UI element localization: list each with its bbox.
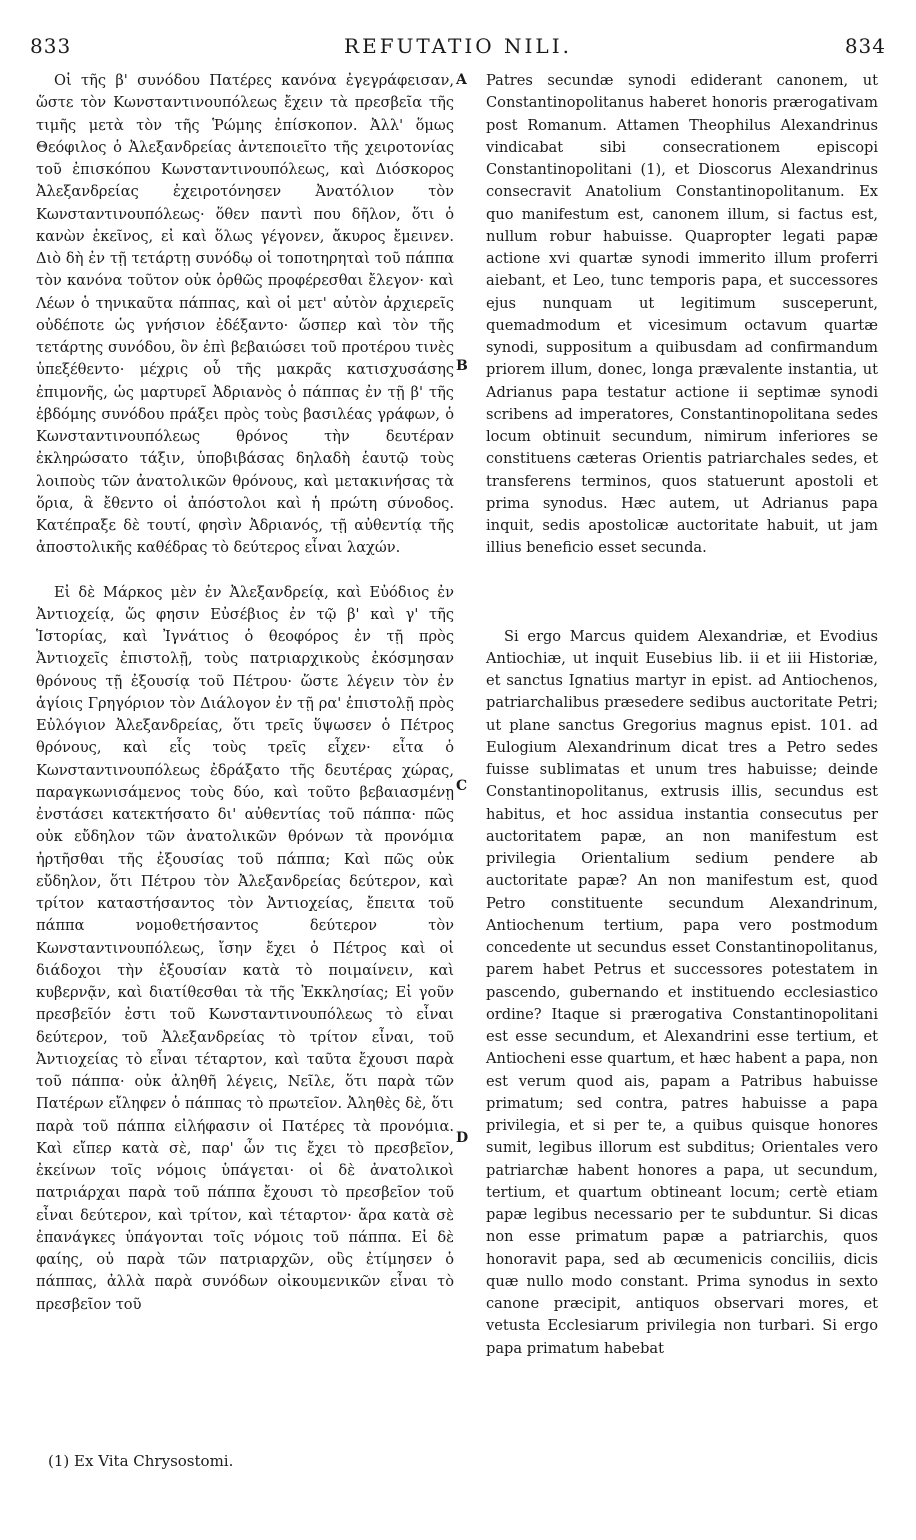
page-number-right: 834 bbox=[844, 34, 886, 58]
greek-paragraph-2: Εἰ δὲ Μάρκος μὲν ἐν Ἀλεξανδρείᾳ, καὶ Εὐόδιος ἐν Ἀντιοχείᾳ, ὥς φησιν Εὐσέβιος ἐν τῷ β' καὶ γ' τῆς Ἱστορίας, καὶ Ἰγνάτιος ὁ θεοφόρος ἐν τῇ πρὸς Ἀντιοχεῖς ἐπιστολῇ, τοὺς πατριαρχικοὺς ἐκόσμησαν θρόνους τῇ ἐξουσίᾳ τοῦ Πέτρου· ὥστε λέγειν τὸν ἐν ἁγίοις Γρηγόριον τὸν Διάλογον ἐν τῇ ρα' ἐπιστολῇ πρὸς Εὐλόγιον Ἀλεξανδρείας, ὅτι τρεῖς ὕψωσεν ὁ Πέτρος θρόνους, καὶ εἷς τοὺς τρεῖς εἶχεν· εἶτα ὁ Κωνσταντινουπόλεως ἐδράξατο τῆς δευτέρας χώρας, παραγκωνισάμενος τοὺς δύο, καὶ τοῦτο βεβαιασμένῃ ἐνστάσει κατεκτήσατο δι' αὐθεντίας τοῦ πάππα· πῶς οὐκ εὔδηλον τῶν ἀνατολικῶν θρόνων τὰ προνόμια ἠρτῆσθαι τῆς ἐξουσίας τοῦ πάππα; Καὶ πῶς οὐκ εὔδηλον, ὅτι Πέτρου τὸν Ἀλεξανδρείας δεύτερον, καὶ τρίτον καταστήσαντος τὸν Ἀντιοχείας, ἔπειτα τοῦ πάππα νομοθετήσαντος δεύτερον τὸν Κωνσταντινουπόλεως, ἴσην ἔχει ὁ Πέτρος καὶ οἱ διάδοχοι τὴν ἐξουσίαν κατὰ τὸ ποιμαίνειν, καὶ κυβερνᾷν, καὶ διατίθεσθαι τὰ τῆς Ἐκκλησίας; Εἰ γοῦν πρεσβεῖόν ἐστι τοῦ Κωνσταντινουπόλεως τὸ εἶναι δεύτερον, τοῦ Ἀλεξανδρείας τὸ τρίτον εἶναι, τοῦ Ἀντιοχείας τὸ εἶναι τέταρτον, καὶ ταῦτα ἔχουσι παρὰ τοῦ πάππα· οὐκ ἀληθῆ λέγεις, Νεῖλε, ὅτι παρὰ τῶν Πατέρων εἴληφεν ὁ πάππας τὸ πρωτεῖον. Ἀληθὲς δὲ, ὅτι παρὰ τοῦ πάππα εἰλήφασιν οἱ Πατέρες τὰ προνόμια. Καὶ εἴπερ κατὰ σὲ, παρ' ὧν τις ἔχει τὸ πρεσβεῖον, ἐκείνων τοῖς νόμοις ὑπάγεται· οἱ δὲ ἀνατολικοὶ πατριάρχαι παρὰ τοῦ πάππα ἔχουσι τὸ πρεσβεῖον τοῦ εἶναι δεύτερον, καὶ τρίτον, καὶ τέταρτον· ἄρα κατὰ σὲ ἐπανάγκες ὑπάγονται τοῖς νόμοις τοῦ πάππα. Εἰ δὲ φαίης, οὐ παρὰ τῶν πατριαρχῶν, οὓς ἐτίμησεν ὁ πάππας, ἀλλὰ παρὰ συνόδων οἰκουμενικῶν εἶναι τὸ πρεσβεῖον τοῦ bbox=[36, 583, 454, 1313]
page-header bbox=[30, 34, 886, 58]
greek-paragraph-1: Οἱ τῆς β' συνόδου Πατέρες κανόνα ἐγεγράφεισαν, ὥστε τὸν Κωνσταντινουπόλεως ἔχειν τὰ πρεσβεῖα τῆς τιμῆς μετὰ τὸν τῆς Ῥώμης ἐπίσκοπον. Ἀλλ' ὅμως Θεόφιλος ὁ Ἀλεξανδρείας ἀντεποιεῖτο τῆς χειροτονίας τοῦ ἐπισκόπου Κωνσταντινουπόλεως, καὶ Διόσκορος Ἀλεξανδρείας ἐχειροτόνησεν Ἀνατόλιον τὸν Κωνσταντινουπόλεως· ὅθεν παντὶ που δῆλον, ὅτι ὁ κανὼν ἐκεῖνος, εἰ καὶ ὅλως γέγονεν, ἄκυρος ἔμεινεν. Διὸ δὴ ἐν τῇ τετάρτῃ συνόδῳ οἱ τοποτηρηταὶ τοῦ πάππα τὸν κανόνα τοῦτον οὐκ ὀρθῶς προφέρεσθαι ἔλεγον· καὶ Λέων ὁ τηνικαῦτα πάππας, καὶ οἱ μετ' αὐτὸν ἀρχιερεῖς οὐδέποτε ὡς γνήσιον ἐδέξαντο· ὥσπερ καὶ τὸν τῆς τετάρτης συνόδου, ὃν ἐπὶ βεβαιώσει τοῦ προτέρου τινὲς ὑπεξέθεντο· μέχρις οὗ τῆς μακρᾶς κατισχυσάσης ἐπιμονῆς, ὡς μαρτυρεῖ Ἀδριανὸς ὁ πάππας ἐν τῇ β' τῆς ἑβδόμης συνόδου πράξει πρὸς τοὺς βασιλέας γράφων, ὁ Κωνσταντινουπόλεως θρόνος τὴν δευτέραν ἐκληρώσατο τάξιν, ὑποβιβάσας δηλαδὴ ἑαυτῷ τοὺς λοιποὺς τῶν ἀνατολικῶν θρόνους, καὶ μετακινήσας τὰ ὅρια, ἃ ἔθεντο οἱ ἀπόστολοι καὶ ἡ πρώτη σύνοδος. Κατέπραξε δὲ τουτί, φησὶν Ἀδριανός, τῇ αὐθεντίᾳ τῆς ἀποστολικῆς καθέδρας τὸ δεύτερος εἶναι λαχών. bbox=[36, 72, 454, 557]
margin-marker-a: A bbox=[456, 72, 467, 88]
margin-marker-b: B bbox=[456, 358, 468, 374]
page-number-left: 833 bbox=[30, 34, 72, 58]
greek-column bbox=[36, 70, 454, 1316]
latin-column bbox=[486, 70, 878, 1360]
latin-paragraph-2: Si ergo Marcus quidem Alexandriæ, et Evodius Antiochiæ, ut inquit Eusebius lib. ii et iii Historiæ, et sanctus Ignatius martyr in epist. ad Antiochenos, patriarchalibus præsedere sedibus auctoritate Petri; ut plane sanctus Gregorius magnus epist. 101. ad Eulogium Alexandrinum dicat tres a Petro sedes fuisse sublimatas et unum tres habuisse; deinde Constantinopolitanus, extrusis illis, secundus est habitus, et hoc assidua instantia consecutus per auctoritatem papæ, an non manifestum est privilegia Orientalium sedium pendere ab auctoritate papæ? An non manifestum est, quod Petro constituente secundum Alexandrinum, Antiochenum tertium, papa vero postmodum concedente ut secundus esset Constantinopolitanus, parem habet Petrus et successores potestatem in pascendo, gubernando et instituendo ecclesiastico ordine? Itaque si prærogativa Constantinopolitani est esse secundum, et Alexandrini esse tertium, et Antiocheni esse quartum, et hæc habent a papa, non est verum quod ais, papam a Patribus habuisse primatum; sed contra, patres habuisse a papa privilegia, et si per te, a quibus quisque honores sumit, legibus illorum est subditus; Orientales vero patriarchæ habent honores a papa, ut secundum, tertium, et quartum obtineant locum; certè etiam papæ legibus necessario per te subduntur. Si dicas non esse primatum papæ a patriarchis, quos honoravit papa, sed ab œcumenicis conciliis, dicis quæ nullo modo constant. Prima synodus in sexto canone præcipit, antiquos observari mores, et vetusta Ecclesiarum privilegia non turbari. Si ergo papa primatum habebat bbox=[486, 627, 878, 1357]
margin-marker-d: D bbox=[456, 1130, 469, 1146]
latin-paragraph-1: Patres secundæ synodi ediderant canonem, ut Constantinopolitanus haberet honoris prærogativam post Romanum. Attamen Theophilus Alexandrinus vindicabat sibi consecrationem episcopi Constantinopolitani (1), et Dioscorus Alexandrinus consecravit Anatolium Constantinopolitanum. Ex quo manifestum est, canonem illum, si factus est, nullum robur habuisse. Quapropter legati papæ actione xvi quartæ synodi immerito illum proferri aiebant, et Leo, tunc temporis papa, et successores ejus nunquam ut legitimum susceperunt, quemadmodum et vicesimum octavum quartæ synodi, suppositum a quibusdam ad confirmandum priorem illum, donec, longa prævalente instantia, ut Adrianus papa testatur actione ii septimæ synodi scribens ad imperatores, Constantinopolitana sedes locum obtinuit secundum, nimirum inferiores se constituens cæteras Orientis patriarchales sedes, et transferens terminos, quos statuerunt apostoli et prima synodus. Hæc autem, ut Adrianus papa inquit, sedis apostolicæ auctoritate habuit, ut jam illius beneficio esset secunda. bbox=[486, 72, 878, 557]
footnote: (1) Ex Vita Chrysostomi. bbox=[48, 1452, 234, 1470]
margin-marker-c: C bbox=[456, 778, 468, 794]
running-title: REFUTATIO NILI. bbox=[344, 34, 572, 58]
